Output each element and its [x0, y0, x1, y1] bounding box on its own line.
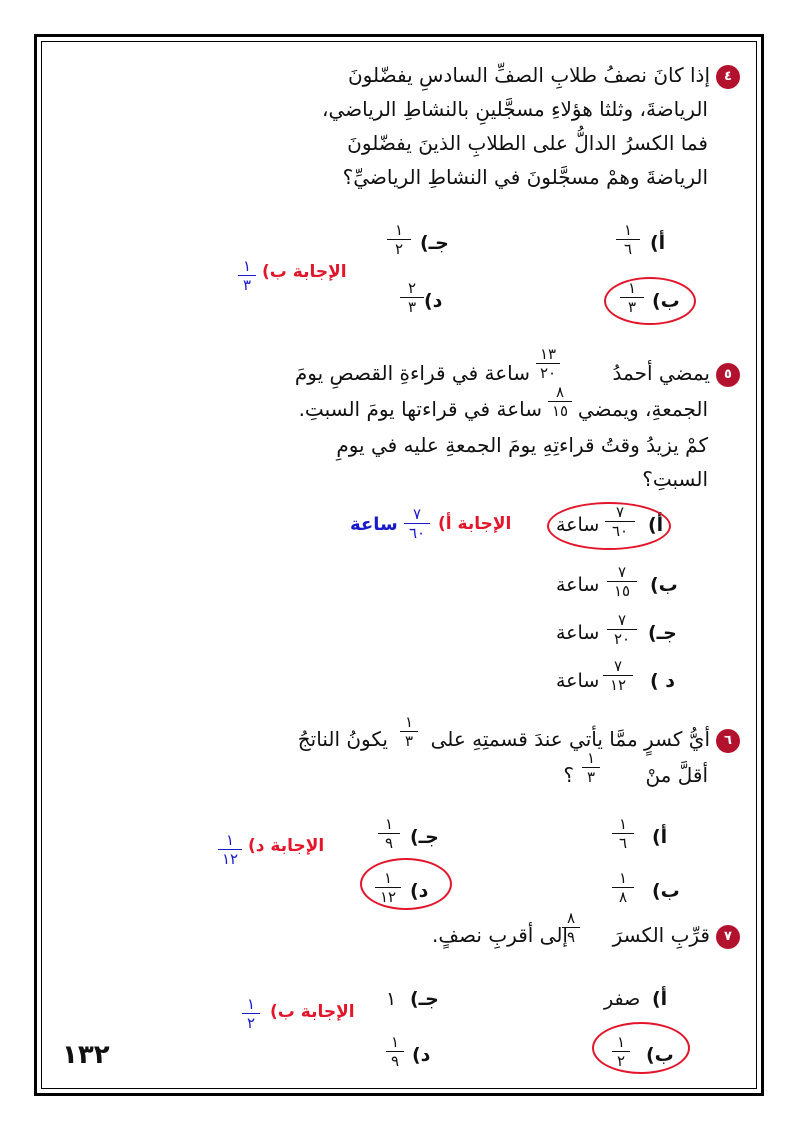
q6-option-d-fraction: ١ ١٢	[375, 870, 401, 905]
q7-option-d-label: د)	[412, 1044, 431, 1066]
q5-option-b-fraction: ٧ ١٥	[607, 564, 637, 599]
q6-option-c-fraction: ١ ٩	[378, 816, 400, 851]
q7-option-b-fraction: ١ ٢	[612, 1034, 630, 1069]
q7-option-a-text: صفر	[604, 988, 641, 1010]
q7-option-d-fraction: ١ ٩	[386, 1034, 404, 1069]
q4-answer-circle	[604, 277, 696, 325]
q5-line2-fraction: ٨ ١٥	[548, 384, 572, 419]
q7-answer-label: الإجابة ب)	[270, 1002, 355, 1022]
q7-option-c-text: ١	[386, 988, 397, 1010]
q4-option-c-fraction: ١ ٢	[387, 222, 411, 257]
q6-line1-fraction: ١ ٣	[400, 714, 418, 749]
q6-line-1-rest: يكونُ الناتجُ	[297, 727, 388, 751]
q7-option-a-label: أ)	[652, 988, 668, 1010]
q4-answer-label: الإجابة ب)	[262, 262, 347, 282]
q4-option-a-fraction: ١ ٦	[616, 222, 640, 257]
q5-answer-unit: ساعة	[350, 514, 398, 535]
q4-answer-fraction: ١ ٣	[238, 258, 256, 293]
q6-option-b-fraction: ١ ٨	[612, 870, 634, 905]
q6-number-badge: ٦	[716, 729, 740, 753]
q6-answer-circle	[360, 858, 452, 910]
q5-option-a-unit: ساعة	[556, 514, 600, 536]
q5-line1-fraction: ١٣ ٢٠	[536, 346, 560, 381]
q6-answer-label: الإجابة د)	[248, 836, 325, 856]
q4-option-a-label: أ)	[650, 232, 666, 254]
q6-option-b-label: ب)	[652, 880, 680, 902]
q4-option-d-label: د)	[424, 290, 443, 312]
q5-line-1: ٥يمضي أحمدُ	[613, 358, 740, 388]
q6-option-d-label: د)	[410, 880, 429, 902]
q7-answer-circle	[592, 1022, 690, 1074]
q7-answer-fraction: ١ ٢	[242, 996, 260, 1031]
q4-option-c-label: جـ)	[420, 232, 449, 254]
q4-line-1: ٤إذا كانَ نصفُ طلابِ الصفِّ السادسِ يفضّلونَ	[348, 60, 740, 90]
q5-line-1-rest: ساعة في قراءةِ القصصِ يومَ	[294, 361, 530, 385]
q5-option-a-fraction: ٧ ٦٠	[605, 504, 635, 539]
q6-option-a-fraction: ١ ٦	[612, 816, 634, 851]
q5-option-d-unit: ساعة	[556, 670, 600, 692]
q4-option-b-label: ب)	[652, 290, 680, 312]
q5-option-b-unit: ساعة	[556, 574, 600, 596]
q5-answer-label: الإجابة أ)	[438, 514, 512, 534]
q5-line-2-start: الجمعةِ، ويمضي	[577, 397, 708, 421]
q5-option-d-label: د )	[650, 670, 676, 692]
q5-option-d-fraction: ٧ ١٢	[603, 658, 633, 693]
q6-line-1: ٦أيُّ كسرٍ ممَّا يأتي عندَ قسمتِهِ على	[431, 724, 740, 754]
q4-line-4: الرياضةَ وهمْ مسجَّلونَ في النشاطِ الرياضيِّ؟	[342, 165, 708, 189]
q6-line-2: أقلَّ منْ	[645, 763, 708, 787]
q5-line-2-rest: ساعة في قراءتها يومَ السبتِ.	[298, 397, 542, 421]
q7-number-badge: ٧	[716, 925, 740, 949]
q5-option-a-label: أ)	[648, 514, 664, 536]
q5-answer-circle	[547, 502, 671, 550]
q5-line-4: السبتِ؟	[642, 467, 708, 491]
q4-line-2: الرياضةَ، وثلثا هؤلاءِ مسجَّلينِ بالنشاطِ الرياضي،	[322, 97, 708, 121]
q5-option-c-unit: ساعة	[556, 622, 600, 644]
q7-option-c-label: جـ)	[410, 988, 439, 1010]
q6-line2-fraction: ١ ٣	[582, 750, 600, 785]
q7-line1-fraction: ٨ ٩	[562, 910, 580, 945]
page-number: ١٣٢	[62, 1040, 110, 1070]
q6-option-c-label: جـ)	[410, 826, 439, 848]
q5-number-badge: ٥	[716, 363, 740, 387]
q6-answer-fraction: ١ ١٢	[218, 832, 242, 867]
q5-option-b-label: ب)	[650, 574, 678, 596]
q5-option-c-fraction: ٧ ٢٠	[607, 612, 637, 647]
q4-number-badge: ٤	[716, 65, 740, 89]
q5-answer-fraction: ٧ ٦٠	[404, 506, 430, 541]
q5-option-c-label: جـ)	[648, 622, 677, 644]
q7-line-1: ٧قرِّبِ الكسرَ	[613, 920, 740, 950]
q4-option-b-fraction: ١ ٣	[620, 280, 644, 315]
q5-line-3: كمْ يزيدُ وقتُ قراءتِهِ يومَ الجمعةِ عليه في يومِ	[336, 433, 708, 457]
q6-option-a-label: أ)	[652, 826, 668, 848]
q6-line-2-end: ؟	[563, 763, 574, 787]
q7-line-1-rest: إلى أقربِ نصفٍ.	[432, 923, 568, 947]
q4-option-d-fraction: ٢ ٣	[400, 280, 424, 315]
q4-line-3: فما الكسرُ الدالُّ على الطلابِ الذينَ يفضّلونَ	[347, 131, 708, 155]
q7-option-b-label: ب)	[646, 1044, 674, 1066]
